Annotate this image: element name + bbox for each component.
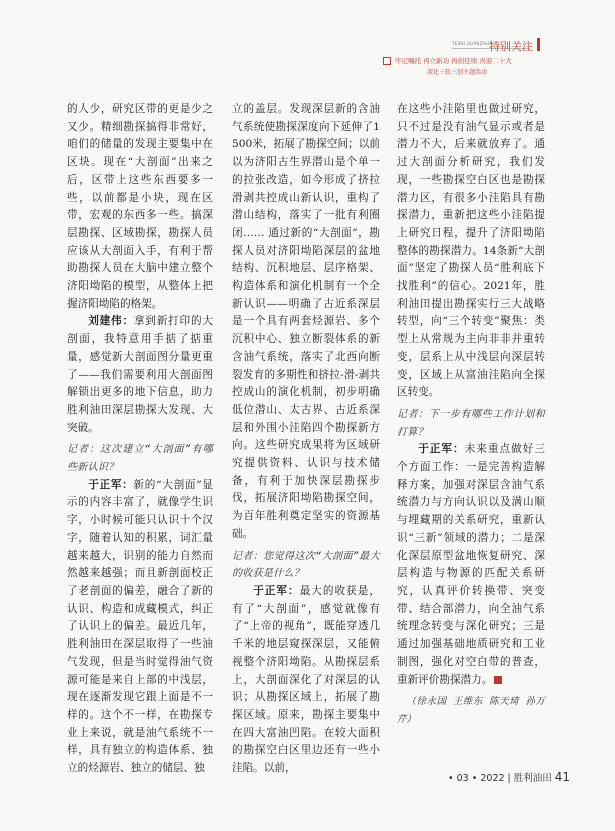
paragraph: [67, 477, 213, 778]
paragraph-text: 新的“大剖面”显示的内容丰富了，就像学生识字，小时候可能只认识十个汉字，随着认知的积累，词汇量越来越大，识别的能力自然而然越来越强；而且新剖面校正了老剖面的偏差，融合了新的认识、构造和成藏模式，纠正了认识上的偏差。最近几年，胜利油田在深层取得了一些油气发现，但是当时觉得油气资源可能是来自上部的中浅层，现在逐渐发现它跟上面是不一样的。这个不一样，在勘探专业上来说，就是油气系统不一样，具有独立的构造体系、独立的烃源岩、独立的储层、独: [67, 478, 213, 775]
header-brand-en: TESHI GUANZHU: [452, 41, 490, 46]
speaker-label: 刘建伟：: [88, 315, 134, 328]
paragraph: 立的盖层。发现深层新的含油气系统使勘探深度向下延伸了1500米，拓展了勘探空间；以前以为济阳古生界潜山是个单一的拉张改造，如今形成了挤拉滑剥共控成山新认识，重构了潜山结构，落实了一批有利圈闭…… 通过新的“大剖面”，勘探人员对济阳坳陷深层的盆地结构、沉积地层、层序格架、构造体系和演化机制有一个全新认识——明确了古近系深层是一个具有两套烃源岩、多个沉积中心、独立断裂体系的新含油气系统，落实了北西向断裂发育的多期性和挤拉-滑-剥共控成山的演化机制，初步明确低位潜山、太古界、古近系深层和外围小洼陷四个勘探新方向。这些研究成果将为区域研究提供资料、认识与技术储备，有利于加快深层勘探步伐，拓展济阳坳陷勘探空间，为百年胜利奠定坚实的资源基础。: [232, 103, 380, 540]
speaker-label: 于正军：: [418, 443, 465, 456]
header-accent-bar: [537, 38, 540, 51]
checkbox-icon: [383, 57, 391, 65]
text-column-2: [232, 101, 380, 778]
end-mark-icon: [494, 676, 502, 684]
paragraph: [67, 313, 213, 437]
speaker-label: 于正军：: [253, 584, 300, 597]
paragraph: 在这些小洼陷里也做过研究，只不过是没有油气显示或者是潜力不大，后来就放弃了。通过大剖面分析研究，我们发现，一些勘探空白区也是勘探潜力区，有很多小洼陷具有勘探潜力，重新把这些小洼陷提上研究日程，提升了济阳坳陷整体的勘探潜力。14条新“大剖面”坚定了勘探人员“胜利底下找胜利”的信心。2021年，胜利油田提出勘探实行三大战略转型，向“三个转变”聚焦：类型上从常规为主向非非并重转变，层系上从中浅层向深层转变，区域上从富油洼陷向全探区转变。: [397, 103, 545, 399]
paragraph: [397, 441, 545, 689]
paragraph-text: 未来重点做好三个方面工作：一是完善构造解释方案，加强对深层含油气系统潜力与方向认识以及满山顺与埋藏期的关系研究，重新认识“三新”领域的潜力；二是深化深层原型盆地恢复研究、深层构造与物源的匹配关系研究，认真评价转换带、突变带、结合部潜力，向全油气系统理念转变与深化研究；三是通过加强基础地质研究和工业制图，强化对空白带的普查，重新评价勘探潜力。: [397, 443, 546, 686]
page-number: 41: [554, 770, 571, 784]
interviewer-question: 记者：您觉得这次“大剖面”最大的收获是什么？: [232, 550, 380, 580]
text-column-3: [397, 101, 545, 729]
header-subtitle-2: 深化三转三创主题活动: [427, 69, 488, 76]
speaker-label: 于正军：: [88, 478, 134, 491]
header-section-title: 特别关注: [489, 40, 533, 53]
footer-issue: • 03 • 2022 | 胜利油田: [448, 773, 552, 784]
author-byline: （徐永国 王维东 陈天琦 孙万芹）: [397, 696, 545, 725]
paragraph: [232, 583, 380, 778]
header-subtitle-1: 牢记嘱托 再立新功 再创佳绩 喜迎二十大: [395, 57, 512, 65]
text-column-1: [67, 101, 213, 778]
interviewer-question: 记者：下一步有哪些工作计划和打算？: [397, 408, 545, 438]
paragraph: 的人少，研究区带的更是少之又少。精细勘探搞得非常好，咱们的储量的发现主要集中在区块。现在“大剖面”出来之后，区带上这些东西要多一些，以前都是小块，现在区带，宏观的东西多一些。搞深层勘探、区域勘探，勘探人员应该从大剖面入手，有利于帮助勘探人员在大脑中建立整个济阳坳陷的模型，从整体上把握济阳坳陷的格架。: [67, 103, 213, 310]
paragraph-text: 拿到新打印的大剖面，我特意用手掂了掂重量，感觉新大剖面图分量更重了——我们需要利用大剖面图解锁出更多的地下信息，助力胜利油田深层勘探大发现、大突破。: [67, 315, 213, 434]
interviewer-question: 记者：这次建立“大剖面”有哪些新认识？: [67, 444, 213, 474]
paragraph-text: 最大的收获是，有了“大剖面”，感觉就像有了“上帝的视角”，既能穿透几千米的地层窥探深层，又能俯视整个济阳坳陷。从勘探层系上，大剖面深化了对深层的认识；从勘探区域上，拓展了勘探区域。原来，勘探主要集中在四大富油凹陷。在较大面积的勘探空白区里边还有一些小洼陷。以前，: [232, 584, 381, 775]
page-footer: [448, 770, 570, 784]
